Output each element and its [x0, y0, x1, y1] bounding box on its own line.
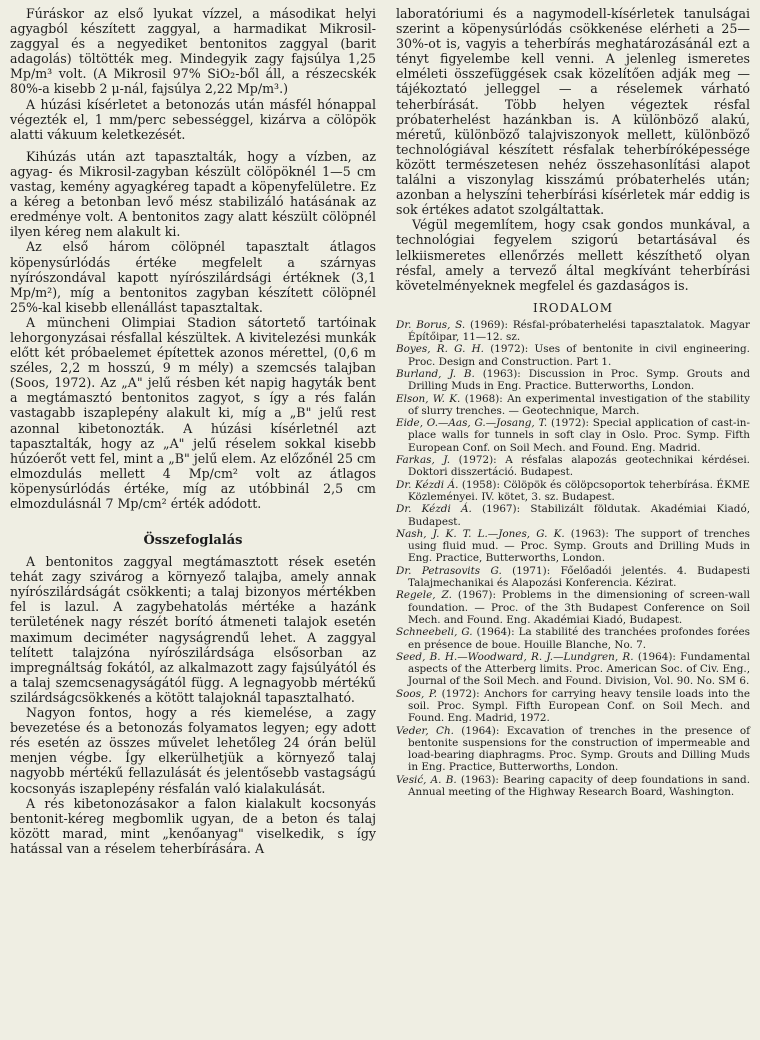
reference-text: (1971): Főelőadói jelentés. 4. Budapesti Talajmechanikai és Alapozási Konferencia. Kézirat.	[408, 564, 750, 590]
reference-author: Schneebeli, G.	[396, 626, 473, 639]
reference-item	[396, 343, 750, 368]
reference-text: (1964): Excavation of trenches in the presence of bentonite suspensions for the construction of impermeable and load-bearing diaphragms. Proc. Symp. Grouts and Dilling Muds in Eng. Practice, Butterworths, London.	[408, 724, 750, 774]
reference-text: (1958): Cölöpök és cölöpcsoportok teherbírása. ÉKME Közleményei. IV. kötet, 3. sz. Budapest.	[408, 478, 751, 503]
reference-author: Vesić, A. B.	[396, 773, 457, 786]
reference-item	[396, 688, 750, 725]
reference-author: Nash, J. K. T. L.—Jones, G. K.	[396, 527, 565, 540]
body-text-bottom	[10, 554, 376, 856]
reference-item	[396, 319, 750, 344]
paragraph: Az első három cölöpnél tapasztalt átlagos köpenysúrlódás értéke megfelelt a szárnyas nyírószondával kapott nyírószilárdsági értéknek (3,1 Mp/m²), míg a bentonitos zagyban készített cölöpnél 25%-kal kisebb ellenállást tapasztaltak.	[10, 239, 376, 315]
reference-item	[396, 774, 750, 799]
reference-author: Elson, W. K.	[396, 392, 461, 405]
reference-text: (1972): A résfalas alapozás geotechnikai kérdései. Doktori disszertáció. Budapest.	[408, 454, 750, 479]
reference-author: Dr. Kézdi Á.	[396, 478, 459, 491]
paragraph: Végül megemlítem, hogy csak gondos munkával, a technológiai fegyelem szigorú betartásával és lelkiismeretes ellenőrzés mellett készíthető olyan résfal, amely a tervező által megkívánt teherbírási követelményeknek megfelel és gazdaságos is.	[396, 217, 750, 293]
reference-item	[396, 479, 750, 504]
reference-author: Soos, P.	[396, 687, 438, 700]
reference-author: Eide, O.—Aas, G.—Josang, T.	[396, 417, 548, 430]
paragraph: laboratóriumi és a nagymodell-kísérletek tanulságai szerint a köpenysúrlódás csökkenése elérheti a 25—30%-ot is, vagyis a teherbírás meghatározásánál ezt a tényt figyelembe kell venni. A jelenleg ismeretes elméleti összefüggések csak közelítően adják meg — tájékoztató jelleggel — a réselemek várható teherbírását. Több helyen végeztek résfal próbaterhelést hazánkban is. A különböző alakú, méretű, különböző talajviszonyok mellett, különböző technológiával készített résfalak teherbíróképessége között természetesen nehéz összehasonlítási alapot találni a viszonylag kisszámú próbaterhelés után; azonban a helyszíni teherbírási kísérletek már eddig is sok értékes adatot szolgáltattak.	[396, 6, 750, 218]
paragraph: A bentonitos zaggyal megtámasztott rések esetén tehát zagy szivárog a környező talajba, amely annak nyírószilárdságát csökkenti; a talaj bizonyos mértékben fel is lazul. A zagybehatolás mértéke a hazánk területének nagy részét borító átmeneti talajok esetén maximum deciméter nagyságrendű lehet. A zaggyal telített talajzóna nyírószilárdsága elsősorban az impregnáltság fokától, az alkalmazott zagy fajsúlyától és a talaj szemcsenagyságától függ. A legnagyobb mértékű szilárdságcsökkenés a kötött talajoknál tapasztalható.	[10, 554, 376, 705]
reference-item	[396, 725, 750, 774]
reference-author: Dr. Borus, S.	[396, 318, 466, 331]
paragraph: A húzási kísérletet a betonozás után másfél hónappal végezték el, 1 mm/perc sebességgel, kizárva a cölöpök alatti vákuum keletkezését.	[10, 96, 376, 142]
paragraph: Kihúzás után azt tapasztalták, hogy a vízben, az agyag- és Mikrosil-zagyban készült cölöpöknél 1—5 cm vastag, kemény agyagkéreg tapadt a köpenyfelületre. Ez a kéreg a betonban levő mész stabilizáló hatásának az eredménye volt. A bentonitos zagy alatt készült cölöpnél ilyen kéreg nem alakult ki.	[10, 148, 376, 240]
reference-text: (1972): Special application of cast-in-place walls for tunnels in soft clay in Oslo. Proc. Symp. Fifth European Conf. on Soil Mech. and Found. Eng. Madrid.	[408, 417, 750, 454]
reference-text: (1967): Problems in the dimensioning of screen-wall foundation. — Proc. of the 3th Budapest Conference on Soil Mech. and Found. Eng. Akadémiai Kiadó, Budapest.	[408, 589, 750, 626]
left-column	[10, 6, 376, 856]
reference-author: Boyes, R. G. H.	[396, 343, 484, 356]
right-column	[396, 6, 750, 798]
reference-author: Burland, J. B.	[396, 367, 475, 380]
reference-author: Regele, Z.	[396, 589, 452, 602]
section-title: Összefoglalás	[143, 533, 243, 549]
reference-item	[396, 565, 750, 590]
paragraph: Fúráskor az első lyukat vízzel, a másodikat helyi agyagból készített zaggyal, a harmadikat Mikrosil-zaggyal és a negyediket bentonitos zaggyal (barit adagolás) töltötték meg. Mindegyik zagy fajsúlya 1,25 Mp/m³ volt. (A Mikrosil 97% SiO₂-ből áll, a részecskék 80%-a kisebb 2 μ-nál, fajsúlya 2,22 Mp/m³.)	[10, 6, 376, 97]
reference-author: Dr. Kézdi Á.	[396, 503, 472, 516]
reference-item	[396, 626, 750, 651]
reference-text: (1967): Stabilizált földutak. Akadémiai Kiadó, Budapest.	[408, 503, 751, 528]
reference-item	[396, 368, 750, 393]
reference-author: Veder, Ch.	[396, 724, 454, 737]
reference-text: (1969): Résfal-próbaterhelési tapasztalatok. Magyar Építőipar, 11—12. sz.	[408, 318, 750, 344]
reference-text: (1963): Discussion in Proc. Symp. Grouts and Drilling Muds in Eng. Practice. Butterworths, London.	[408, 367, 751, 393]
reference-author: Dr. Petrasovits G.	[396, 564, 502, 577]
reference-text: (1963): The support of trenches using fluid mud. — Proc. Symp. Grouts and Drilling Muds in Eng. Practice, Butterworths, London.	[408, 527, 750, 565]
reference-item	[396, 417, 750, 454]
reference-text: (1963): Bearing capacity of deep foundations in sand. Annual meeting of the Highway Research Board, Washington.	[408, 773, 751, 799]
reference-author: Seed, B. H.—Woodward, R. J.—Lundgren, R.	[396, 650, 634, 663]
paragraph: A müncheni Olimpiai Stadion sátortető tartóinak lehorgonyzásai résfallal készültek. A kivitelezési munkák előtt két próbaelemet építettek azonos mérettel, (0,6 m széles, 2,2 m hosszú, 9 m mély) a szemcsés talajban (Soos, 1972). Az „A" jelű résben két napig hagyták bent a megtámasztó bentonitos zagyot, s így a rés falán vastagabb iszaplepény alakult ki, míg a „B" jelű rest azonnal kibetonozták. A húzási kísérletnél azt tapasztalták, hogy az „A" jelű réselem sokkal kisebb húzóerőt vett fel, mint a „B" jelű elem. Az előzőnél 25 cm elmozdulás mellett 4 Mp/cm² volt az átlagos köpenysúrlódás értéke, míg az utóbbinál 2,5 cm elmozdulásnál 7 Mp/cm² érték adódott.	[10, 314, 376, 511]
reference-item	[396, 393, 750, 418]
references-list	[396, 319, 750, 799]
reference-text: (1968): An experimental investigation of the stability of slurry trenches. — Geotechnique, March.	[408, 392, 750, 417]
reference-text: (1972): Anchors for carrying heavy tensile loads into the soil. Proc. Sympl. Fifth European Conf. on Soil Mech. and Found. Eng. Madrid, 1972.	[408, 687, 750, 725]
paragraph: A rés kibetonozásakor a falon kialakult kocsonyás bentonit-kéreg megbomlik ugyan, de a beton és talaj között marad, mint „kenőanyag" viselkedik, s így hatással van a réselem teherbírására. A	[10, 795, 376, 856]
reference-item	[396, 528, 750, 565]
reference-text: (1964): Fundamental aspects of the Atterberg limits. Proc. American Soc. of Civ. Eng., Journal of the Soil Mech. and Found. Division, Vol. 90. No. SM 6.	[408, 650, 750, 688]
reference-item	[396, 454, 750, 479]
body-text-right	[396, 6, 750, 293]
reference-item	[396, 503, 750, 528]
reference-text: (1972): Uses of bentonite in civil engineering. Proc. Design and Construction. Part 1.	[408, 343, 750, 368]
paragraph: Nagyon fontos, hogy a rés kiemelése, a zagy bevezetése és a betonozás folyamatos legyen; egy adott rés esetén az összes művelet lehetőleg 24 órán belül menjen végbe. Így elkerülhetjük a környező talaj nagyobb mértékű fellazulását és jelentősebb vastagságú kocsonyás iszaplepény résfalán való kialakulását.	[10, 705, 376, 796]
reference-text: (1964): La stabilité des tranchées profondes forées en présence de boue. Houille Blanche, No. 7.	[408, 626, 750, 651]
reference-author: Farkas, J.	[396, 454, 451, 467]
reference-item	[396, 589, 750, 626]
reference-item	[396, 651, 750, 688]
references-heading: IRODALOM	[533, 300, 613, 315]
body-text-top	[10, 6, 376, 511]
